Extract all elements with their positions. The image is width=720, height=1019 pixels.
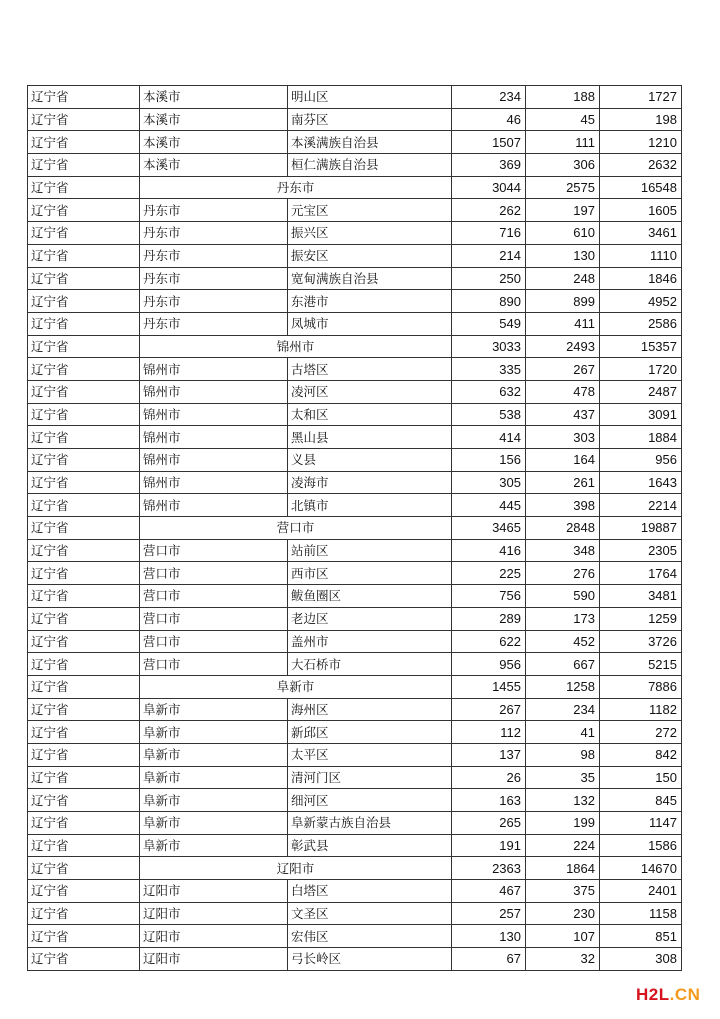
table-row (28, 766, 682, 789)
value-cell-2: 173 (526, 607, 600, 630)
district-cell: 宽甸满族自治县 (288, 267, 452, 290)
value-cell-3: 1643 (600, 471, 682, 494)
district-cell: 清河门区 (288, 766, 452, 789)
province-cell: 辽宁省 (28, 380, 140, 403)
value-cell-3: 1182 (600, 698, 682, 721)
district-cell: 白塔区 (288, 880, 452, 903)
district-cell: 明山区 (288, 86, 452, 109)
province-cell: 辽宁省 (28, 562, 140, 585)
value-cell-1: 369 (452, 154, 526, 177)
district-cell: 黑山县 (288, 426, 452, 449)
value-cell-1: 262 (452, 199, 526, 222)
city-total-cell: 丹东市 (140, 176, 452, 199)
city-cell: 阜新市 (140, 812, 288, 835)
province-cell: 辽宁省 (28, 653, 140, 676)
table-row (28, 562, 682, 585)
province-cell: 辽宁省 (28, 222, 140, 245)
value-cell-3: 1846 (600, 267, 682, 290)
table-row (28, 630, 682, 653)
site-logo (636, 985, 700, 1005)
table-row (28, 834, 682, 857)
table-row (28, 607, 682, 630)
province-cell: 辽宁省 (28, 630, 140, 653)
province-cell: 辽宁省 (28, 86, 140, 109)
city-cell: 丹东市 (140, 244, 288, 267)
value-cell-3: 308 (600, 948, 682, 971)
value-cell-3: 851 (600, 925, 682, 948)
province-cell: 辽宁省 (28, 176, 140, 199)
province-cell: 辽宁省 (28, 199, 140, 222)
province-cell: 辽宁省 (28, 857, 140, 880)
district-cell: 东港市 (288, 290, 452, 313)
value-cell-3: 5215 (600, 653, 682, 676)
city-cell: 本溪市 (140, 154, 288, 177)
province-cell: 辽宁省 (28, 789, 140, 812)
province-cell: 辽宁省 (28, 449, 140, 472)
city-cell: 锦州市 (140, 380, 288, 403)
district-cell: 鲅鱼圈区 (288, 585, 452, 608)
district-cell: 细河区 (288, 789, 452, 812)
value-cell-1: 305 (452, 471, 526, 494)
value-cell-2: 32 (526, 948, 600, 971)
table-row (28, 449, 682, 472)
province-cell: 辽宁省 (28, 948, 140, 971)
city-total-cell: 辽阳市 (140, 857, 452, 880)
province-cell: 辽宁省 (28, 358, 140, 381)
value-cell-1: 257 (452, 902, 526, 925)
value-cell-1: 3465 (452, 517, 526, 540)
value-cell-3: 2586 (600, 312, 682, 335)
value-cell-3: 1210 (600, 131, 682, 154)
data-table (27, 85, 682, 971)
table-row (28, 199, 682, 222)
value-cell-2: 248 (526, 267, 600, 290)
value-cell-3: 956 (600, 449, 682, 472)
city-total-cell: 营口市 (140, 517, 452, 540)
district-cell: 太平区 (288, 743, 452, 766)
province-cell: 辽宁省 (28, 494, 140, 517)
district-cell: 海州区 (288, 698, 452, 721)
province-cell: 辽宁省 (28, 335, 140, 358)
table-row (28, 244, 682, 267)
district-cell: 北镇市 (288, 494, 452, 517)
province-cell: 辽宁省 (28, 290, 140, 313)
table-row (28, 471, 682, 494)
value-cell-2: 1258 (526, 675, 600, 698)
value-cell-3: 3481 (600, 585, 682, 608)
value-cell-1: 191 (452, 834, 526, 857)
value-cell-2: 188 (526, 86, 600, 109)
province-cell: 辽宁省 (28, 607, 140, 630)
city-cell: 辽阳市 (140, 948, 288, 971)
district-cell: 阜新蒙古族自治县 (288, 812, 452, 835)
city-total-cell: 锦州市 (140, 335, 452, 358)
district-cell: 元宝区 (288, 199, 452, 222)
value-cell-2: 1864 (526, 857, 600, 880)
value-cell-3: 2214 (600, 494, 682, 517)
value-cell-3: 1727 (600, 86, 682, 109)
city-cell: 阜新市 (140, 789, 288, 812)
province-cell: 辽宁省 (28, 812, 140, 835)
value-cell-2: 478 (526, 380, 600, 403)
value-cell-2: 667 (526, 653, 600, 676)
province-cell: 辽宁省 (28, 131, 140, 154)
city-cell: 营口市 (140, 539, 288, 562)
value-cell-1: 1455 (452, 675, 526, 698)
value-cell-2: 452 (526, 630, 600, 653)
table-row (28, 403, 682, 426)
city-cell: 锦州市 (140, 426, 288, 449)
value-cell-3: 3461 (600, 222, 682, 245)
value-cell-2: 164 (526, 449, 600, 472)
value-cell-2: 35 (526, 766, 600, 789)
table-row (28, 86, 682, 109)
city-cell: 营口市 (140, 562, 288, 585)
city-cell: 锦州市 (140, 358, 288, 381)
value-cell-3: 2305 (600, 539, 682, 562)
value-cell-1: 130 (452, 925, 526, 948)
value-cell-2: 224 (526, 834, 600, 857)
district-cell: 新邱区 (288, 721, 452, 744)
table-row (28, 267, 682, 290)
city-cell: 本溪市 (140, 108, 288, 131)
value-cell-1: 335 (452, 358, 526, 381)
value-cell-2: 590 (526, 585, 600, 608)
value-cell-1: 956 (452, 653, 526, 676)
value-cell-2: 303 (526, 426, 600, 449)
province-cell: 辽宁省 (28, 721, 140, 744)
province-cell: 辽宁省 (28, 880, 140, 903)
city-cell: 丹东市 (140, 199, 288, 222)
value-cell-1: 538 (452, 403, 526, 426)
value-cell-3: 3091 (600, 403, 682, 426)
district-cell: 凤城市 (288, 312, 452, 335)
table-row (28, 880, 682, 903)
district-cell: 宏伟区 (288, 925, 452, 948)
value-cell-1: 265 (452, 812, 526, 835)
value-cell-2: 199 (526, 812, 600, 835)
district-cell: 弓长岭区 (288, 948, 452, 971)
value-cell-3: 4952 (600, 290, 682, 313)
city-cell: 阜新市 (140, 721, 288, 744)
value-cell-2: 411 (526, 312, 600, 335)
table-row (28, 789, 682, 812)
province-cell: 辽宁省 (28, 426, 140, 449)
value-cell-3: 7886 (600, 675, 682, 698)
province-cell: 辽宁省 (28, 698, 140, 721)
value-cell-2: 276 (526, 562, 600, 585)
value-cell-2: 398 (526, 494, 600, 517)
city-cell: 本溪市 (140, 86, 288, 109)
value-cell-2: 98 (526, 743, 600, 766)
city-cell: 丹东市 (140, 312, 288, 335)
district-cell: 振安区 (288, 244, 452, 267)
value-cell-1: 137 (452, 743, 526, 766)
value-cell-2: 107 (526, 925, 600, 948)
value-cell-1: 1507 (452, 131, 526, 154)
city-cell: 辽阳市 (140, 880, 288, 903)
table-row (28, 380, 682, 403)
city-cell: 本溪市 (140, 131, 288, 154)
city-cell: 阜新市 (140, 698, 288, 721)
table-row (28, 131, 682, 154)
province-cell: 辽宁省 (28, 471, 140, 494)
value-cell-3: 2632 (600, 154, 682, 177)
table-row (28, 426, 682, 449)
province-cell: 辽宁省 (28, 244, 140, 267)
logo-part-1: H2L (636, 985, 670, 1004)
city-summary-row (28, 335, 682, 358)
city-cell: 锦州市 (140, 494, 288, 517)
city-cell: 阜新市 (140, 766, 288, 789)
city-cell: 辽阳市 (140, 902, 288, 925)
value-cell-1: 3044 (452, 176, 526, 199)
value-cell-1: 250 (452, 267, 526, 290)
value-cell-1: 225 (452, 562, 526, 585)
value-cell-1: 26 (452, 766, 526, 789)
district-cell: 太和区 (288, 403, 452, 426)
city-cell: 辽阳市 (140, 925, 288, 948)
province-cell: 辽宁省 (28, 766, 140, 789)
value-cell-3: 19887 (600, 517, 682, 540)
district-cell: 振兴区 (288, 222, 452, 245)
table-row (28, 108, 682, 131)
value-cell-2: 111 (526, 131, 600, 154)
district-cell: 老边区 (288, 607, 452, 630)
value-cell-1: 622 (452, 630, 526, 653)
table-row (28, 585, 682, 608)
value-cell-3: 14670 (600, 857, 682, 880)
district-cell: 西市区 (288, 562, 452, 585)
table-row (28, 948, 682, 971)
city-cell: 营口市 (140, 607, 288, 630)
value-cell-1: 234 (452, 86, 526, 109)
table-body (28, 86, 682, 971)
value-cell-1: 3033 (452, 335, 526, 358)
table-row (28, 539, 682, 562)
value-cell-2: 437 (526, 403, 600, 426)
value-cell-3: 272 (600, 721, 682, 744)
value-cell-3: 1259 (600, 607, 682, 630)
city-cell: 锦州市 (140, 403, 288, 426)
value-cell-2: 130 (526, 244, 600, 267)
value-cell-1: 46 (452, 108, 526, 131)
value-cell-1: 756 (452, 585, 526, 608)
value-cell-1: 156 (452, 449, 526, 472)
province-cell: 辽宁省 (28, 743, 140, 766)
province-cell: 辽宁省 (28, 517, 140, 540)
province-cell: 辽宁省 (28, 834, 140, 857)
province-cell: 辽宁省 (28, 403, 140, 426)
table-row (28, 812, 682, 835)
city-total-cell: 阜新市 (140, 675, 452, 698)
value-cell-2: 375 (526, 880, 600, 903)
value-cell-1: 67 (452, 948, 526, 971)
value-cell-2: 41 (526, 721, 600, 744)
city-cell: 锦州市 (140, 471, 288, 494)
value-cell-2: 2575 (526, 176, 600, 199)
value-cell-2: 45 (526, 108, 600, 131)
value-cell-2: 261 (526, 471, 600, 494)
value-cell-1: 467 (452, 880, 526, 903)
value-cell-2: 899 (526, 290, 600, 313)
district-cell: 凌河区 (288, 380, 452, 403)
value-cell-3: 842 (600, 743, 682, 766)
value-cell-1: 112 (452, 721, 526, 744)
value-cell-3: 2401 (600, 880, 682, 903)
city-summary-row (28, 857, 682, 880)
value-cell-1: 416 (452, 539, 526, 562)
table-row (28, 902, 682, 925)
city-summary-row (28, 176, 682, 199)
city-cell: 营口市 (140, 630, 288, 653)
table-row (28, 698, 682, 721)
value-cell-3: 3726 (600, 630, 682, 653)
value-cell-1: 716 (452, 222, 526, 245)
value-cell-2: 610 (526, 222, 600, 245)
district-cell: 南芬区 (288, 108, 452, 131)
value-cell-1: 632 (452, 380, 526, 403)
city-cell: 营口市 (140, 653, 288, 676)
table-row (28, 312, 682, 335)
table-row (28, 494, 682, 517)
value-cell-3: 198 (600, 108, 682, 131)
table-row (28, 358, 682, 381)
value-cell-3: 1605 (600, 199, 682, 222)
value-cell-1: 163 (452, 789, 526, 812)
value-cell-2: 230 (526, 902, 600, 925)
table-row (28, 925, 682, 948)
value-cell-3: 1147 (600, 812, 682, 835)
value-cell-1: 445 (452, 494, 526, 517)
city-cell: 锦州市 (140, 449, 288, 472)
city-cell: 阜新市 (140, 743, 288, 766)
city-summary-row (28, 517, 682, 540)
district-cell: 站前区 (288, 539, 452, 562)
value-cell-2: 234 (526, 698, 600, 721)
city-cell: 阜新市 (140, 834, 288, 857)
province-cell: 辽宁省 (28, 539, 140, 562)
district-cell: 大石桥市 (288, 653, 452, 676)
table-row (28, 653, 682, 676)
province-cell: 辽宁省 (28, 925, 140, 948)
table-row (28, 222, 682, 245)
province-cell: 辽宁省 (28, 312, 140, 335)
city-cell: 营口市 (140, 585, 288, 608)
value-cell-1: 890 (452, 290, 526, 313)
province-cell: 辽宁省 (28, 154, 140, 177)
value-cell-1: 2363 (452, 857, 526, 880)
value-cell-2: 267 (526, 358, 600, 381)
value-cell-1: 289 (452, 607, 526, 630)
value-cell-3: 1720 (600, 358, 682, 381)
value-cell-3: 1110 (600, 244, 682, 267)
city-cell: 丹东市 (140, 222, 288, 245)
district-cell: 彰武县 (288, 834, 452, 857)
value-cell-2: 132 (526, 789, 600, 812)
value-cell-1: 549 (452, 312, 526, 335)
value-cell-2: 2493 (526, 335, 600, 358)
value-cell-2: 2848 (526, 517, 600, 540)
value-cell-3: 1884 (600, 426, 682, 449)
district-cell: 桓仁满族自治县 (288, 154, 452, 177)
value-cell-3: 845 (600, 789, 682, 812)
value-cell-2: 306 (526, 154, 600, 177)
district-cell: 义县 (288, 449, 452, 472)
province-cell: 辽宁省 (28, 585, 140, 608)
district-cell: 盖州市 (288, 630, 452, 653)
district-cell: 凌海市 (288, 471, 452, 494)
city-cell: 丹东市 (140, 267, 288, 290)
value-cell-2: 197 (526, 199, 600, 222)
province-cell: 辽宁省 (28, 108, 140, 131)
value-cell-3: 15357 (600, 335, 682, 358)
value-cell-1: 414 (452, 426, 526, 449)
value-cell-3: 16548 (600, 176, 682, 199)
province-cell: 辽宁省 (28, 902, 140, 925)
district-cell: 古塔区 (288, 358, 452, 381)
value-cell-1: 214 (452, 244, 526, 267)
province-cell: 辽宁省 (28, 675, 140, 698)
table-row (28, 154, 682, 177)
value-cell-1: 267 (452, 698, 526, 721)
table-row (28, 721, 682, 744)
logo-part-2: .CN (669, 985, 701, 1004)
table-row (28, 290, 682, 313)
value-cell-3: 1586 (600, 834, 682, 857)
city-cell: 丹东市 (140, 290, 288, 313)
value-cell-2: 348 (526, 539, 600, 562)
value-cell-3: 150 (600, 766, 682, 789)
district-cell: 本溪满族自治县 (288, 131, 452, 154)
city-summary-row (28, 675, 682, 698)
value-cell-3: 1764 (600, 562, 682, 585)
table-row (28, 743, 682, 766)
province-cell: 辽宁省 (28, 267, 140, 290)
value-cell-3: 2487 (600, 380, 682, 403)
district-cell: 文圣区 (288, 902, 452, 925)
value-cell-3: 1158 (600, 902, 682, 925)
